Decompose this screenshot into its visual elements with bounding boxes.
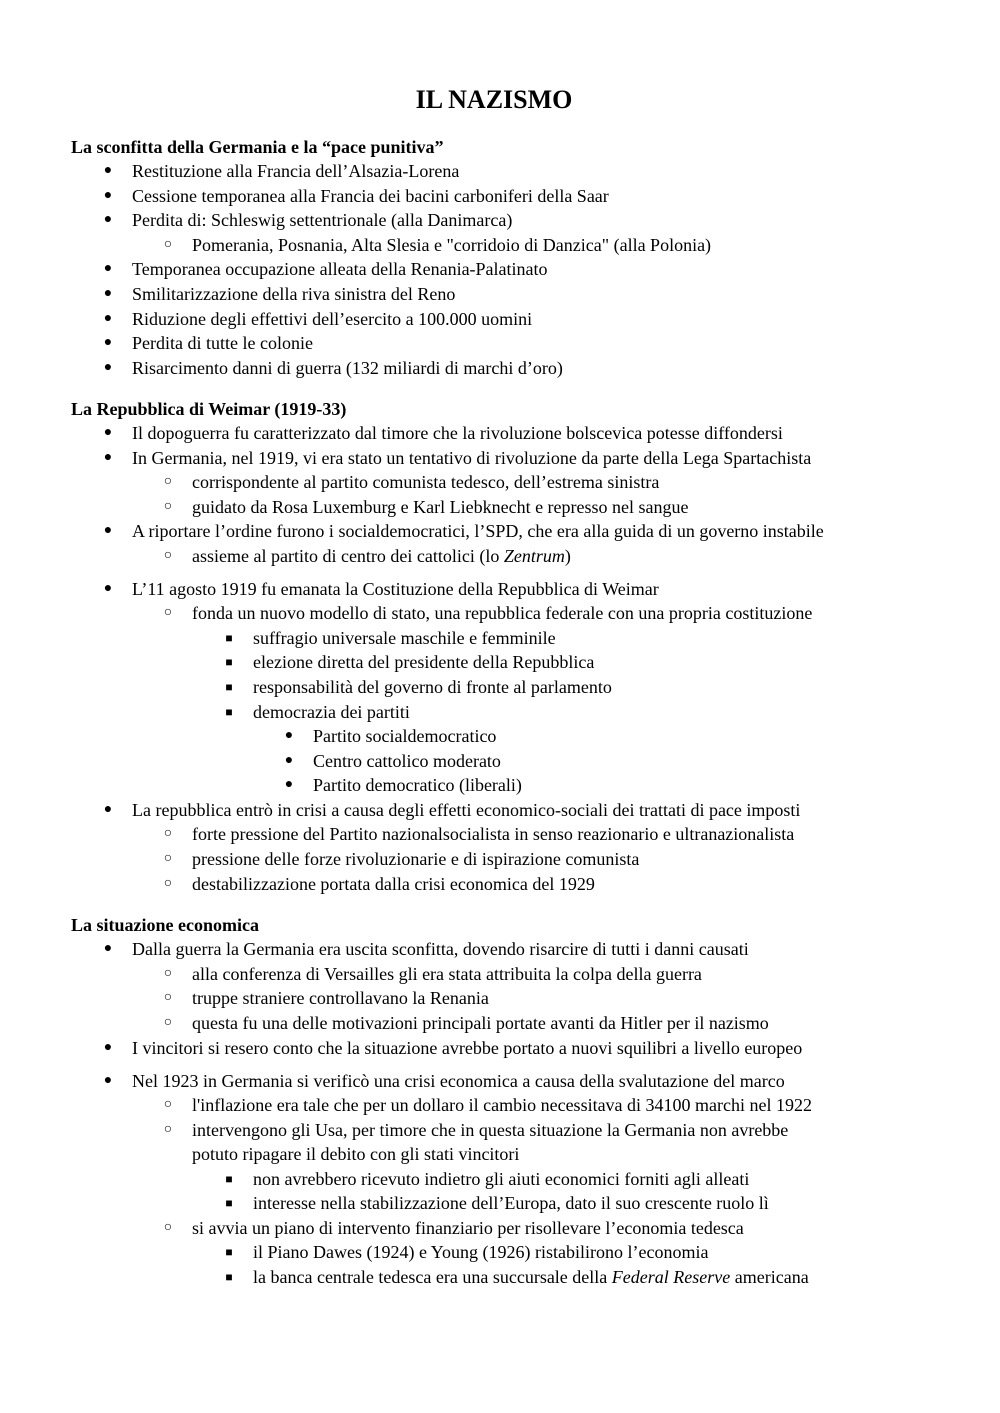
list-item: intervengono gli Usa, per timore che in questa situazione la Germania non avrebbe bbox=[192, 1120, 789, 1140]
bullet-disc bbox=[98, 308, 118, 330]
list-item: Centro cattolico moderato bbox=[313, 751, 501, 771]
bullet-circle bbox=[158, 963, 178, 985]
list-item: questa fu una delle motivazioni principali portate avanti da Hitler per il nazismo bbox=[192, 1013, 769, 1033]
bullet-square bbox=[219, 701, 239, 724]
bullet-circle bbox=[158, 873, 178, 895]
bullet-square bbox=[219, 1192, 239, 1215]
bullet-circle bbox=[158, 848, 178, 870]
list-item: Perdita di: Schleswig settentrionale (alla Danimarca) bbox=[132, 210, 513, 230]
list-item: destabilizzazione portata dalla crisi economica del 1929 bbox=[192, 874, 595, 894]
bullet-disc bbox=[98, 422, 118, 444]
list-item-zentrum bbox=[192, 545, 571, 567]
bullet-disc bbox=[279, 774, 299, 796]
section-heading-economia: La situazione economica bbox=[71, 915, 259, 935]
list-item: corrispondente al partito comunista tedesco, dell’estrema sinistra bbox=[192, 472, 660, 492]
bullet-disc bbox=[98, 332, 118, 354]
bullet-disc bbox=[98, 160, 118, 182]
bullet-disc bbox=[98, 1070, 118, 1092]
bullet-square bbox=[219, 627, 239, 650]
list-item: Riduzione degli effettivi dell’esercito a 100.000 uomini bbox=[132, 309, 533, 329]
bullet-disc bbox=[98, 1037, 118, 1059]
list-item: Risarcimento danni di guerra (132 miliardi di marchi d’oro) bbox=[132, 358, 563, 378]
list-item: I vincitori si resero conto che la situazione avrebbe portato a nuovi squilibri a livello europeo bbox=[132, 1038, 803, 1058]
bullet-square bbox=[219, 651, 239, 674]
page-title: IL NAZISMO bbox=[415, 85, 573, 114]
list-item-continuation: potuto ripagare il debito con gli stati vincitori bbox=[192, 1144, 520, 1164]
bullet-circle bbox=[158, 823, 178, 845]
bullet-circle bbox=[158, 545, 178, 567]
text-run: assieme al partito di centro dei cattolici (lo bbox=[192, 546, 504, 566]
bullet-circle bbox=[158, 1119, 178, 1141]
list-item: Nel 1923 in Germania si verificò una crisi economica a causa della svalutazione del marco bbox=[132, 1071, 785, 1091]
list-item: responsabilità del governo di fronte al parlamento bbox=[253, 677, 612, 697]
bullet-circle bbox=[158, 1094, 178, 1116]
list-item: Partito socialdemocratico bbox=[313, 726, 497, 746]
list-item: truppe straniere controllavano la Renania bbox=[192, 988, 489, 1008]
bullet-square bbox=[219, 1168, 239, 1191]
list-item: Cessione temporanea alla Francia dei bacini carboniferi della Saar bbox=[132, 186, 609, 206]
list-item: fonda un nuovo modello di stato, una repubblica federale con una propria costituzione bbox=[192, 603, 813, 623]
list-item: alla conferenza di Versailles gli era stata attribuita la colpa della guerra bbox=[192, 964, 702, 984]
list-item: Il dopoguerra fu caratterizzato dal timore che la rivoluzione bolscevica potesse diffondersi bbox=[132, 423, 783, 443]
list-item: Dalla guerra la Germania era uscita sconfitta, dovendo risarcire di tutti i danni causati bbox=[132, 939, 749, 959]
bullet-disc bbox=[98, 185, 118, 207]
bullet-circle bbox=[158, 1012, 178, 1034]
list-item: Restituzione alla Francia dell’Alsazia-Lorena bbox=[132, 161, 460, 181]
text-run: la banca centrale tedesca era una succursale della bbox=[253, 1267, 612, 1287]
text-run: ) bbox=[564, 546, 571, 566]
bullet-disc bbox=[98, 357, 118, 379]
list-item: interesse nella stabilizzazione dell’Europa, dato il suo crescente ruolo lì bbox=[253, 1193, 769, 1213]
section-heading-weimar: La Repubblica di Weimar (1919-33) bbox=[71, 399, 347, 419]
bullet-disc bbox=[279, 750, 299, 772]
text-run: americana bbox=[730, 1267, 809, 1287]
bullet-circle bbox=[158, 234, 178, 256]
bullet-square bbox=[219, 676, 239, 699]
bullet-circle bbox=[158, 987, 178, 1009]
list-item: Partito democratico (liberali) bbox=[313, 775, 522, 795]
list-item: Pomerania, Posnania, Alta Slesia e "corridoio di Danzica" (alla Polonia) bbox=[192, 235, 712, 255]
list-item: elezione diretta del presidente della Repubblica bbox=[253, 652, 595, 672]
list-item: In Germania, nel 1919, vi era stato un tentativo di rivoluzione da parte della Lega Spartachista bbox=[132, 448, 812, 468]
section-heading-sconfitta: La sconfitta della Germania e la “pace punitiva” bbox=[71, 137, 444, 157]
bullet-disc bbox=[98, 447, 118, 469]
list-item-federal-reserve bbox=[253, 1266, 809, 1288]
bullet-circle bbox=[158, 1217, 178, 1239]
list-item: guidato da Rosa Luxemburg e Karl Liebknecht e represso nel sangue bbox=[192, 497, 689, 517]
list-item: A riportare l’ordine furono i socialdemocratici, l’SPD, che era alla guida di un governo instabile bbox=[132, 521, 824, 541]
bullet-disc bbox=[98, 520, 118, 542]
list-item: Smilitarizzazione della riva sinistra del Reno bbox=[132, 284, 456, 304]
italic-term: Zentrum bbox=[503, 546, 565, 566]
list-item: forte pressione del Partito nazionalsocialista in senso reazionario e ultranazionalista bbox=[192, 824, 795, 844]
bullet-disc bbox=[98, 258, 118, 280]
bullet-disc bbox=[98, 938, 118, 960]
list-item: il Piano Dawes (1924) e Young (1926) ristabilirono l’economia bbox=[253, 1242, 709, 1262]
list-item: democrazia dei partiti bbox=[253, 702, 410, 722]
list-item: suffragio universale maschile e femminile bbox=[253, 628, 556, 648]
list-item: pressione delle forze rivoluzionarie e di ispirazione comunista bbox=[192, 849, 640, 869]
bullet-disc bbox=[98, 799, 118, 821]
bullet-circle bbox=[158, 496, 178, 518]
list-item: l'inflazione era tale che per un dollaro il cambio necessitava di 34100 marchi nel 1922 bbox=[192, 1095, 813, 1115]
bullet-disc bbox=[98, 283, 118, 305]
bullet-circle bbox=[158, 602, 178, 624]
bullet-square bbox=[219, 1241, 239, 1264]
bullet-circle bbox=[158, 471, 178, 493]
list-item: si avvia un piano di intervento finanziario per risollevare l’economia tedesca bbox=[192, 1218, 744, 1238]
bullet-disc bbox=[98, 209, 118, 231]
italic-term: Federal Reserve bbox=[611, 1267, 731, 1287]
list-item: La repubblica entrò in crisi a causa degli effetti economico-sociali dei trattati di pace imposti bbox=[132, 800, 801, 820]
list-item: non avrebbero ricevuto indietro gli aiuti economici forniti agli alleati bbox=[253, 1169, 750, 1189]
list-item: Temporanea occupazione alleata della Renania-Palatinato bbox=[132, 259, 548, 279]
list-item: L’11 agosto 1919 fu emanata la Costituzione della Repubblica di Weimar bbox=[132, 579, 659, 599]
bullet-disc bbox=[98, 578, 118, 600]
list-item: Perdita di tutte le colonie bbox=[132, 333, 313, 353]
bullet-square bbox=[219, 1266, 239, 1289]
bullet-disc bbox=[279, 725, 299, 747]
